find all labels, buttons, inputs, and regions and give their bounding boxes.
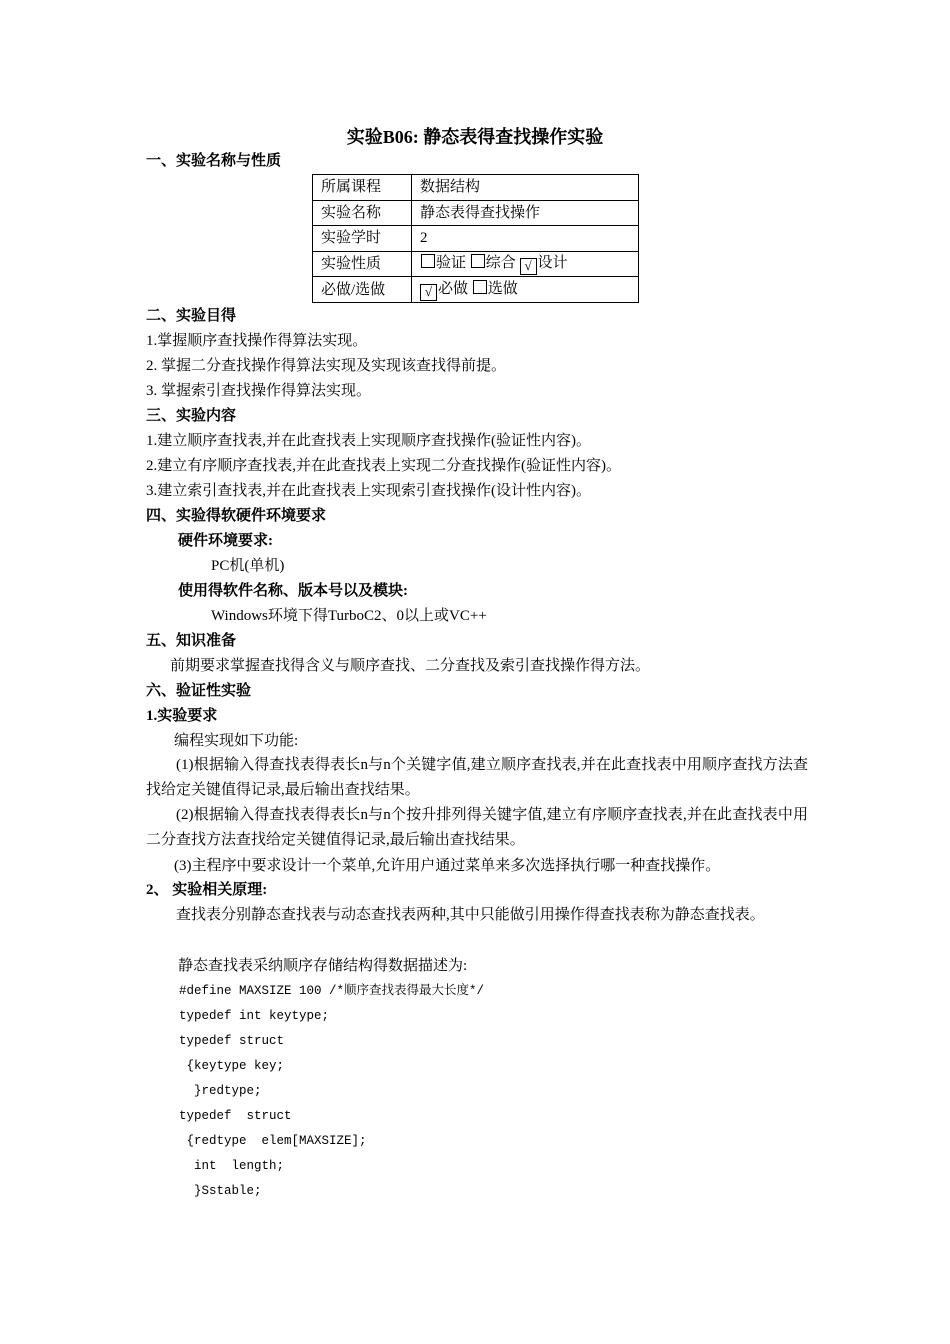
paragraph: (2)根据输入得查找表得表长n与n个按升排列得关键字值,建立有序顺序查找表,并在此查找表中用二分查找方法查找给定关键值得记录,最后输出查找结果。 — [146, 807, 808, 848]
table-key: 所属课程 — [313, 175, 412, 201]
document-title: 实验B06: 静态表得查找操作实验 — [346, 127, 604, 147]
list-item: 2. 掌握二分查找操作得算法实现及实现该查找得前提。 — [146, 358, 507, 374]
table-value: 数据结构 — [412, 175, 639, 201]
software-label: 使用得软件名称、版本号以及模块: — [178, 583, 408, 599]
checkbox-empty-icon — [471, 254, 485, 268]
table-row — [313, 226, 639, 252]
hardware-label: 硬件环境要求: — [178, 533, 273, 549]
checkbox-checked-icon: √ — [520, 258, 537, 275]
code-line: }redtype; — [179, 1084, 262, 1098]
table-key: 实验性质 — [313, 251, 412, 277]
table-row — [313, 200, 639, 226]
table-key: 实验学时 — [313, 226, 412, 252]
code-line: #define MAXSIZE 100 /*顺序查找表得最大长度*/ — [179, 984, 485, 998]
option-label: 必做 — [438, 280, 469, 297]
table-key: 必做/选做 — [313, 277, 412, 303]
option-label: 设计 — [537, 255, 568, 272]
table-value: 静态表得查找操作 — [412, 200, 639, 226]
table-row — [313, 175, 639, 201]
knowledge-text: 前期要求掌握查找得含义与顺序查找、二分查找及索引查找操作得方法。 — [170, 658, 651, 674]
table-row — [313, 251, 639, 277]
paragraph: 查找表分别静态查找表与动态查找表两种,其中只能做引用操作得查找表称为静态查找表。 — [176, 907, 765, 923]
code-line: typedef struct — [179, 1109, 292, 1123]
section-1-heading: 一、实验名称与性质 — [146, 153, 282, 169]
list-item: 2.建立有序顺序查找表,并在此查找表上实现二分查找操作(验证性内容)。 — [146, 458, 621, 474]
nature-options — [412, 251, 639, 277]
list-item: 3. 掌握索引查找操作得算法实现。 — [146, 383, 372, 399]
code-line: typedef int keytype; — [179, 1009, 330, 1023]
option-label: 验证 — [436, 255, 467, 272]
code-line: }Sstable; — [179, 1184, 262, 1198]
table-value: 2 — [412, 226, 639, 252]
section-2-heading: 二、实验目得 — [146, 308, 237, 324]
option-label: 综合 — [485, 255, 516, 272]
experiment-info-table — [312, 174, 639, 303]
section-6-heading: 六、验证性实验 — [146, 683, 252, 699]
list-item: 1.建立顺序查找表,并在此查找表上实现顺序查找操作(验证性内容)。 — [146, 433, 591, 449]
hardware-value: PC机(单机) — [211, 558, 285, 574]
section-5-heading: 五、知识准备 — [146, 633, 237, 649]
list-item: 3.建立索引查找表,并在此查找表上实现索引查找操作(设计性内容)。 — [146, 483, 591, 499]
section-4-heading: 四、实验得软硬件环境要求 — [146, 508, 327, 524]
subsection-heading: 2、 实验相关原理: — [146, 882, 268, 898]
code-line: int length; — [179, 1159, 285, 1173]
code-line: {redtype elem[MAXSIZE]; — [179, 1134, 367, 1148]
paragraph: (1)根据输入得查找表得表长n与n个关键字值,建立顺序查找表,并在此查找表中用顺序查找方法查找给定关键值得记录,最后输出查找结果。 — [146, 757, 808, 798]
list-item: 1.掌握顺序查找操作得算法实现。 — [146, 333, 368, 349]
paragraph: 静态查找表采纳顺序存储结构得数据描述为: — [178, 958, 468, 974]
option-label: 选做 — [487, 280, 518, 297]
required-options — [412, 277, 639, 303]
section-3-heading: 三、实验内容 — [146, 408, 237, 424]
paragraph: (3)主程序中要求设计一个菜单,允许用户通过菜单来多次选择执行哪一种查找操作。 — [174, 858, 721, 874]
checkbox-empty-icon — [421, 254, 435, 268]
code-line: typedef struct — [179, 1034, 285, 1048]
table-row — [313, 277, 639, 303]
software-value: Windows环境下得TurboC2、0以上或VC++ — [211, 608, 487, 624]
subsection-heading: 1.实验要求 — [146, 708, 218, 724]
checkbox-checked-icon: √ — [420, 284, 437, 301]
table-key: 实验名称 — [313, 200, 412, 226]
paragraph: 编程实现如下功能: — [174, 733, 299, 749]
code-line: {keytype key; — [179, 1059, 285, 1073]
checkbox-empty-icon — [473, 280, 487, 294]
